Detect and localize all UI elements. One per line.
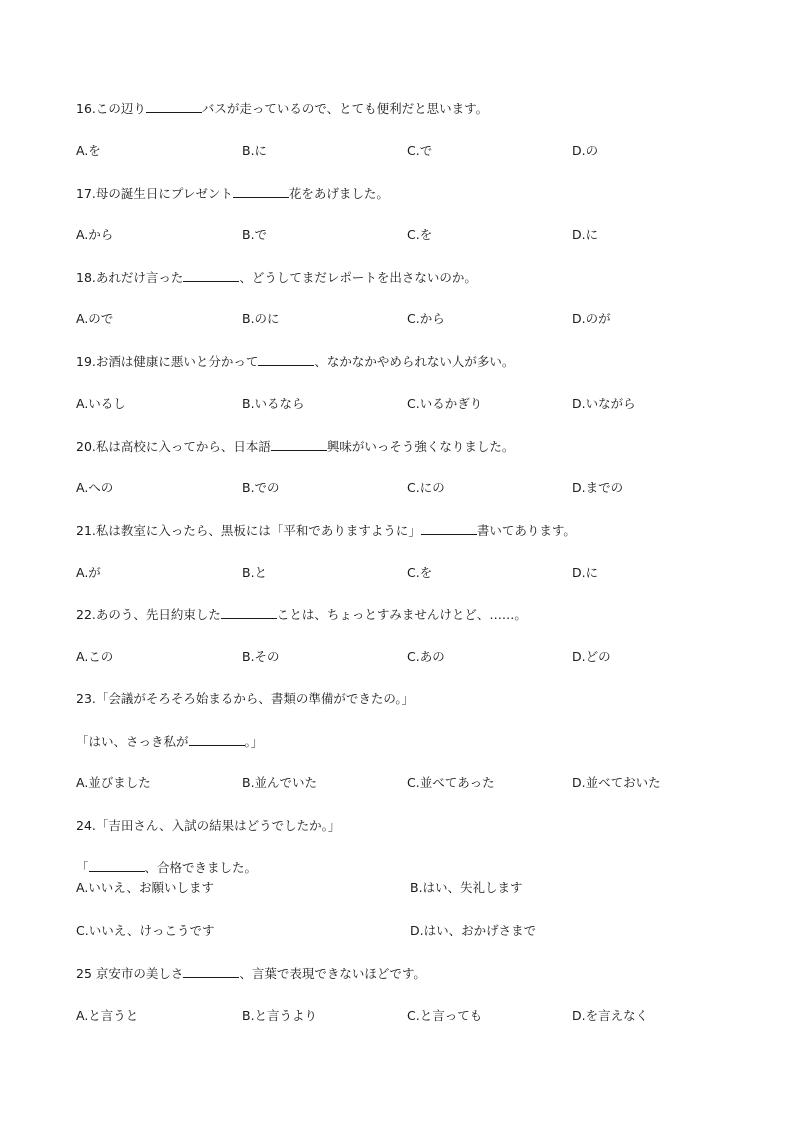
option-d: D.に <box>572 565 599 580</box>
answer-blank <box>189 733 245 746</box>
option-d: D.はい、おかげさまで <box>410 923 537 938</box>
answer-blank <box>183 965 239 978</box>
answer-blank <box>421 522 477 535</box>
answer-blank <box>89 859 145 872</box>
option-c: C.いるかぎり <box>407 396 483 411</box>
option-b: B.のに <box>242 311 280 326</box>
option-c: C.あの <box>407 649 445 664</box>
answer-blank <box>233 185 289 198</box>
answer-blank <box>183 269 239 282</box>
answer-blank <box>146 100 202 113</box>
option-c: C.を <box>407 565 433 580</box>
options-23 <box>76 775 736 791</box>
option-d: D.どの <box>572 649 611 664</box>
question-19 <box>76 353 514 369</box>
option-a: A.が <box>76 565 101 580</box>
options-24-row1 <box>76 880 736 896</box>
question-18 <box>76 269 477 285</box>
question-text: 19.お酒は健康に悪いと分かって <box>76 354 259 369</box>
options-16 <box>76 143 736 159</box>
option-c: C.と言っても <box>407 1008 483 1023</box>
option-c: C.から <box>407 311 445 326</box>
question-23 <box>76 733 263 749</box>
question-22 <box>76 606 527 622</box>
question-16 <box>76 100 488 116</box>
option-d: D.を言えなく <box>572 1008 649 1023</box>
option-d: D.並べておいた <box>572 775 661 790</box>
option-b: B.並んでいた <box>242 775 318 790</box>
answer-blank <box>271 438 327 451</box>
options-22 <box>76 649 736 665</box>
option-a: A.から <box>76 227 114 242</box>
question-text: 「 <box>76 860 89 875</box>
option-b: B.で <box>242 227 268 242</box>
question-text: 20.私は高校に入ってから、日本語 <box>76 439 271 454</box>
option-b: B.と <box>242 565 268 580</box>
option-d: D.のが <box>572 311 611 326</box>
question-text: 18.あれだけ言った <box>76 270 184 285</box>
option-d: D.に <box>572 227 599 242</box>
question-text: 17.母の誕生日にプレゼント <box>76 186 233 201</box>
answer-blank <box>258 353 314 366</box>
question-text: 25 京安市の美しさ <box>76 966 184 981</box>
option-a: A.と言うと <box>76 1008 139 1023</box>
question-text: 、どうしてまだレポートを出さないのか。 <box>239 270 477 285</box>
option-c: C.にの <box>407 480 445 495</box>
option-c: C.を <box>407 227 433 242</box>
option-a: A.ので <box>76 311 114 326</box>
question-text: 22.あのう、先日約束した <box>76 607 221 622</box>
question-23-prompt <box>76 691 414 707</box>
question-25 <box>76 965 426 981</box>
option-c: C.並べてあった <box>407 775 495 790</box>
question-text: ことは、ちょっとすみませんけとど、……。 <box>276 607 527 622</box>
answer-blank <box>221 606 277 619</box>
question-20 <box>76 438 514 454</box>
options-20 <box>76 480 736 496</box>
options-24-row2 <box>76 923 736 939</box>
question-text: 16.この辺り <box>76 101 146 116</box>
question-text: 。」 <box>244 734 264 749</box>
question-text: 24.「吉田さん、入試の結果はどうでしたか。」 <box>76 818 341 833</box>
option-b: B.その <box>242 649 280 664</box>
question-24-prompt <box>76 818 340 834</box>
options-19 <box>76 396 736 412</box>
option-b: B.はい、失礼します <box>410 880 523 895</box>
question-text: 、なかなかやめられない人が多い。 <box>314 354 515 369</box>
question-24 <box>76 859 257 875</box>
question-21 <box>76 522 576 538</box>
option-d: D.の <box>572 143 599 158</box>
question-17 <box>76 185 389 201</box>
question-text: 21.私は教室に入ったら、黒板には「平和でありますように」 <box>76 523 421 538</box>
question-text: 23.「会議がそろそろ始まるから、書類の準備ができたの。」 <box>76 691 415 706</box>
options-17 <box>76 227 736 243</box>
question-text: 、言葉で表現できないほどです。 <box>239 966 426 981</box>
option-a: A.いいえ、お願いします <box>76 880 215 895</box>
option-b: B.いるなら <box>242 396 305 411</box>
option-a: A.いるし <box>76 396 126 411</box>
option-c: C.いいえ、けっこうです <box>76 923 215 938</box>
option-d: D.までの <box>572 480 624 495</box>
options-18 <box>76 311 736 327</box>
option-a: A.並びました <box>76 775 151 790</box>
question-text: 「はい、さっき私が <box>76 734 189 749</box>
question-text: バスが走っているので、とても便利だと思います。 <box>201 101 489 116</box>
option-d: D.いながら <box>572 396 636 411</box>
option-c: C.で <box>407 143 433 158</box>
question-text: 、合格できました。 <box>144 860 258 875</box>
option-b: B.での <box>242 480 280 495</box>
option-a: A.この <box>76 649 114 664</box>
question-text: 書いてあります。 <box>476 523 576 538</box>
option-a: A.への <box>76 480 114 495</box>
option-b: B.に <box>242 143 268 158</box>
question-text: 花をあげました。 <box>288 186 389 201</box>
options-21 <box>76 565 736 581</box>
option-a: A.を <box>76 143 101 158</box>
question-text: 興味がいっそう強くなりました。 <box>326 439 515 454</box>
option-b: B.と言うより <box>242 1008 318 1023</box>
options-25 <box>76 1008 736 1024</box>
